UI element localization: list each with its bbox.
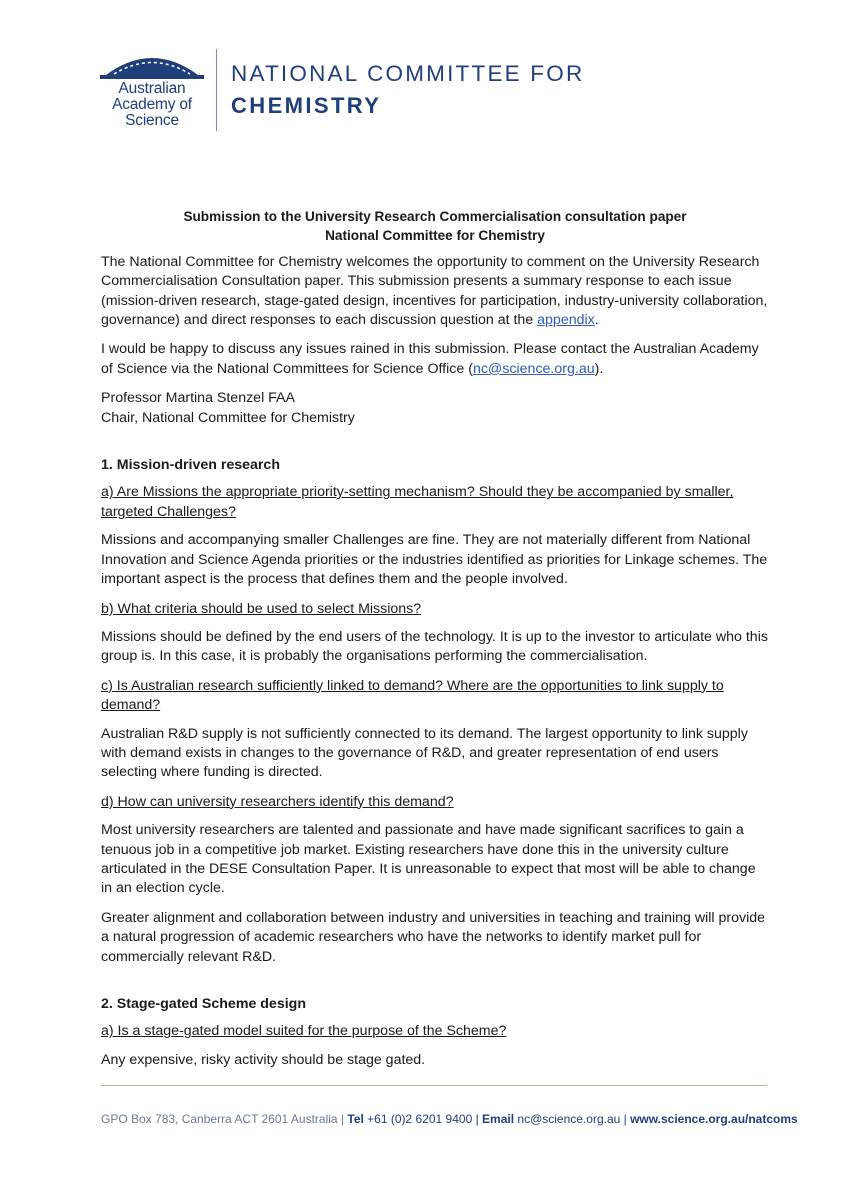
appendix-link[interactable]: appendix <box>537 312 595 329</box>
committee-line-2: CHEMISTRY <box>231 93 382 118</box>
dome-logo-icon <box>100 47 204 81</box>
academy-logo <box>100 47 204 137</box>
footer-address: GPO Box 783, Canberra ACT 2601 Australia | <box>101 1112 348 1126</box>
committee-line-1: NATIONAL COMMITTEE FOR <box>231 61 585 86</box>
intro-text: The National Committee for Chemistry welcomes the opportunity to comment on the University Research Commercialisation Consultation paper. This submission presents a summary response to each issue (mission-driven research, stage-gated design, incentives for participation, industry-university collaboration, governance) and direct responses to each discussion question at the <box>101 253 768 329</box>
contact-end: ). <box>594 360 604 377</box>
footer-website: www.science.org.au/natcoms <box>630 1112 798 1126</box>
footer-tel: +61 (0)2 6201 9400 | <box>363 1112 483 1126</box>
signature-block <box>101 389 769 428</box>
intro-paragraph <box>101 253 769 331</box>
answer-1b: Missions should be defined by the end users of the technology. It is up to the investor to articulate who this group is. In this case, it is probably the organisations performing the commercialisation. <box>101 628 768 665</box>
contact-text: I would be happy to discuss any issues rained in this submission. Please contact the Australian Academy of Science via the National Committees for Science Office ( <box>101 341 759 377</box>
section-2-heading: 2. Stage-gated Scheme design <box>101 996 306 1012</box>
question-1a: a) Are Missions the appropriate priority-setting mechanism? Should they be accompanied by smaller, targeted Challenges? <box>101 484 734 520</box>
answer-1d-part-1: Most university researchers are talented and passionate and have made significant sacrifices to gain a tenuous job in a competitive job market. Existing researchers have done this in the university culture articulated in the DESE Consultation Paper. It is unreasonable to expect that most will be able to change in an election cycle. <box>101 822 756 897</box>
intro-end: . <box>594 312 599 329</box>
logo-line-2: Academy of <box>112 96 192 113</box>
committee-name <box>231 61 584 119</box>
title-line-1: Submission to the University Research Commercialisation consultation paper <box>183 209 687 224</box>
footer <box>101 1112 801 1126</box>
title-line-2: National Committee for Chemistry <box>325 228 545 244</box>
footer-email: nc@science.org.au | <box>514 1112 631 1126</box>
question-1b: b) What criteria should be used to select Missions? <box>101 600 422 617</box>
signatory-name: Professor Martina Stenzel FAA <box>101 390 295 407</box>
answer-2a: Any expensive, risky activity should be stage gated. <box>101 1051 426 1068</box>
question-2a: a) Is a stage-gated model suited for the purpose of the Scheme? <box>101 1023 507 1040</box>
footer-rule <box>101 1085 767 1086</box>
signatory-role: Chair, National Committee for Chemistry <box>101 409 355 426</box>
question-1c: c) Is Australian research sufficiently linked to demand? Where are the opportunities to link supply to demand? <box>101 677 724 714</box>
answer-1d-part-2: Greater alignment and collaboration between industry and universities in teaching and training will provide a natural progression of academic researchers who have the networks to identify market pull for commercially relevant R&D. <box>101 909 766 965</box>
answer-1a: Missions and accompanying smaller Challenges are fine. They are not materially different from National Innovation and Science Agenda priorities or the industries identified as priorities for Linkage schemes. The important aspect is the process that defines them and the people involved. <box>101 532 768 588</box>
footer-tel-label: Tel <box>347 1112 364 1126</box>
footer-email-label: Email <box>482 1112 515 1126</box>
document-body <box>101 207 769 1080</box>
logo-line-3: Science <box>125 112 179 129</box>
question-1d: d) How can university researchers identify this demand? <box>101 793 454 810</box>
contact-paragraph <box>101 340 769 379</box>
answer-1c: Australian R&D supply is not sufficiently connected to its demand. The largest opportunity to link supply with demand exists in changes to the governance of R&D, and greater representation of end users selecting where funding is directed. <box>101 725 748 781</box>
section-1-heading: 1. Mission-driven research <box>101 457 280 474</box>
header-divider <box>216 49 217 131</box>
contact-email-link[interactable]: nc@science.org.au <box>472 360 595 377</box>
logo-line-1: Australian <box>118 80 186 97</box>
document-title <box>101 207 769 246</box>
